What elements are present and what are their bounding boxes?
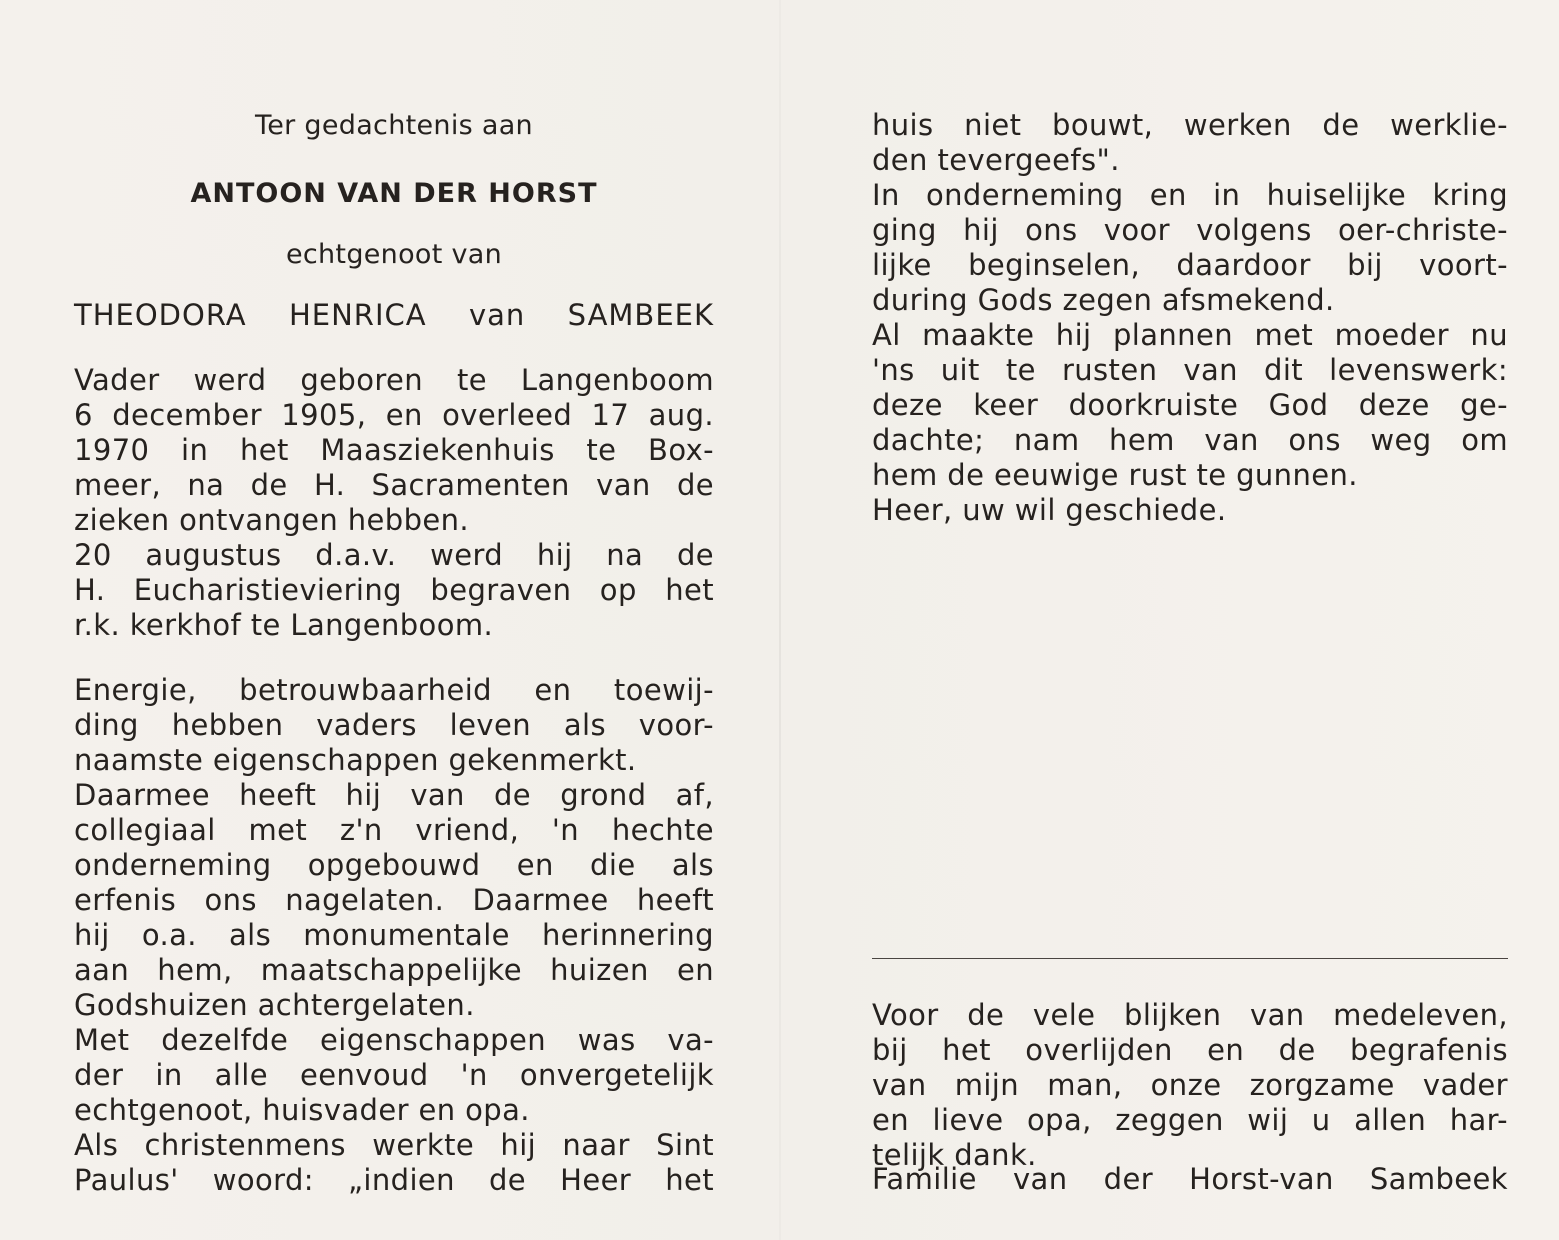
text-line: ding hebben vaders leven als voor- bbox=[74, 708, 714, 742]
text-line: hij o.a. als monumentale herinnering bbox=[74, 918, 714, 952]
left-panel bbox=[74, 108, 714, 1198]
text-line: Energie, betrouwbaarheid en toewij- bbox=[74, 673, 714, 707]
biography-paragraph bbox=[74, 363, 714, 643]
text-line: r.k. kerkhof te Langenboom. bbox=[74, 608, 494, 642]
text-line: 1970 in het Maasziekenhuis te Box- bbox=[74, 433, 714, 467]
text-line: during Gods zegen afsmekend. bbox=[872, 283, 1335, 317]
thanks-paragraph bbox=[872, 998, 1508, 1173]
text-line: aan hem, maatschappelijke huizen en bbox=[74, 953, 714, 987]
deceased-name: ANTOON VAN DER HORST bbox=[190, 178, 598, 209]
text-line: erfenis ons nagelaten. Daarmee heeft bbox=[74, 883, 714, 917]
family-signature bbox=[872, 1162, 1508, 1197]
text-line: den tevergeefs". bbox=[872, 143, 1120, 177]
spouse-name-word: van bbox=[468, 298, 526, 332]
spouse-name-word: THEODORA bbox=[74, 298, 247, 332]
text-line: In onderneming en in huiselijke kring bbox=[872, 178, 1508, 212]
spouse-name-word: HENRICA bbox=[288, 298, 427, 332]
text-line: zieken ontvangen hebben. bbox=[74, 503, 470, 537]
text-line: telijk dank. bbox=[872, 1138, 1037, 1172]
text-line: meer, na de H. Sacramenten van de bbox=[74, 468, 714, 502]
text-line: echtgenoot, huisvader en opa. bbox=[74, 1093, 530, 1127]
text-line: Vader werd geboren te Langenboom bbox=[74, 363, 714, 397]
divider-line bbox=[872, 958, 1508, 959]
text-line: H. Eucharistieviering begraven op het bbox=[74, 573, 714, 607]
text-line: van mijn man, onze zorgzame vader bbox=[872, 1068, 1508, 1102]
spouse-name-word: SAMBEEK bbox=[567, 298, 714, 332]
text-line: 6 december 1905, en overleed 17 aug. bbox=[74, 398, 714, 432]
text-line: lijke beginselen, daardoor bij voort- bbox=[872, 248, 1508, 282]
text-line: deze keer doorkruiste God deze ge- bbox=[872, 388, 1508, 422]
text-line: Godshuizen achtergelaten. bbox=[74, 988, 475, 1022]
text-line: der in alle eenvoud 'n onvergetelijk bbox=[74, 1058, 714, 1092]
spouse-intro: echtgenoot van bbox=[285, 239, 503, 270]
text-line: Heer, uw wil geschiede. bbox=[872, 493, 1227, 527]
text-line: Al maakte hij plannen met moeder nu bbox=[872, 318, 1508, 352]
spouse-name bbox=[74, 298, 714, 333]
text-line: onderneming opgebouwd en die als bbox=[74, 848, 714, 882]
text-line: bij het overlijden en de begrafenis bbox=[872, 1033, 1508, 1067]
text-line: collegiaal met z'n vriend, 'n hechte bbox=[74, 813, 714, 847]
text-line: Paulus' woord: „indien de Heer het bbox=[74, 1163, 714, 1197]
text-line: dachte; nam hem van ons weg om bbox=[872, 423, 1508, 457]
text-line: en lieve opa, zeggen wij u allen har- bbox=[872, 1103, 1508, 1137]
text-line: Voor de vele blijken van medeleven, bbox=[872, 998, 1508, 1032]
text-line: Daarmee heeft hij van de grond af, bbox=[74, 778, 714, 812]
text-line: 'ns uit te rusten van dit levenswerk: bbox=[872, 353, 1508, 387]
text-line: Met dezelfde eigenschappen was va- bbox=[74, 1023, 714, 1057]
text-line: huis niet bouwt, werken de werklie- bbox=[872, 108, 1508, 142]
text-line: naamste eigenschappen gekenmerkt. bbox=[74, 743, 637, 777]
right-panel bbox=[872, 108, 1508, 528]
continuation-paragraph bbox=[872, 108, 1508, 528]
memorial-intro: Ter gedachtenis aan bbox=[255, 110, 533, 141]
text-line: 20 augustus d.a.v. werd hij na de bbox=[74, 538, 714, 572]
text-line: Als christenmens werkte hij naar Sint bbox=[74, 1128, 714, 1162]
text-line: hem de eeuwige rust te gunnen. bbox=[872, 458, 1358, 492]
card-fold bbox=[779, 0, 781, 1240]
text-line: ging hij ons voor volgens oer-christe- bbox=[872, 213, 1508, 247]
character-paragraph bbox=[74, 673, 714, 1198]
signature-line: Familie van der Horst-van Sambeek bbox=[872, 1162, 1508, 1196]
